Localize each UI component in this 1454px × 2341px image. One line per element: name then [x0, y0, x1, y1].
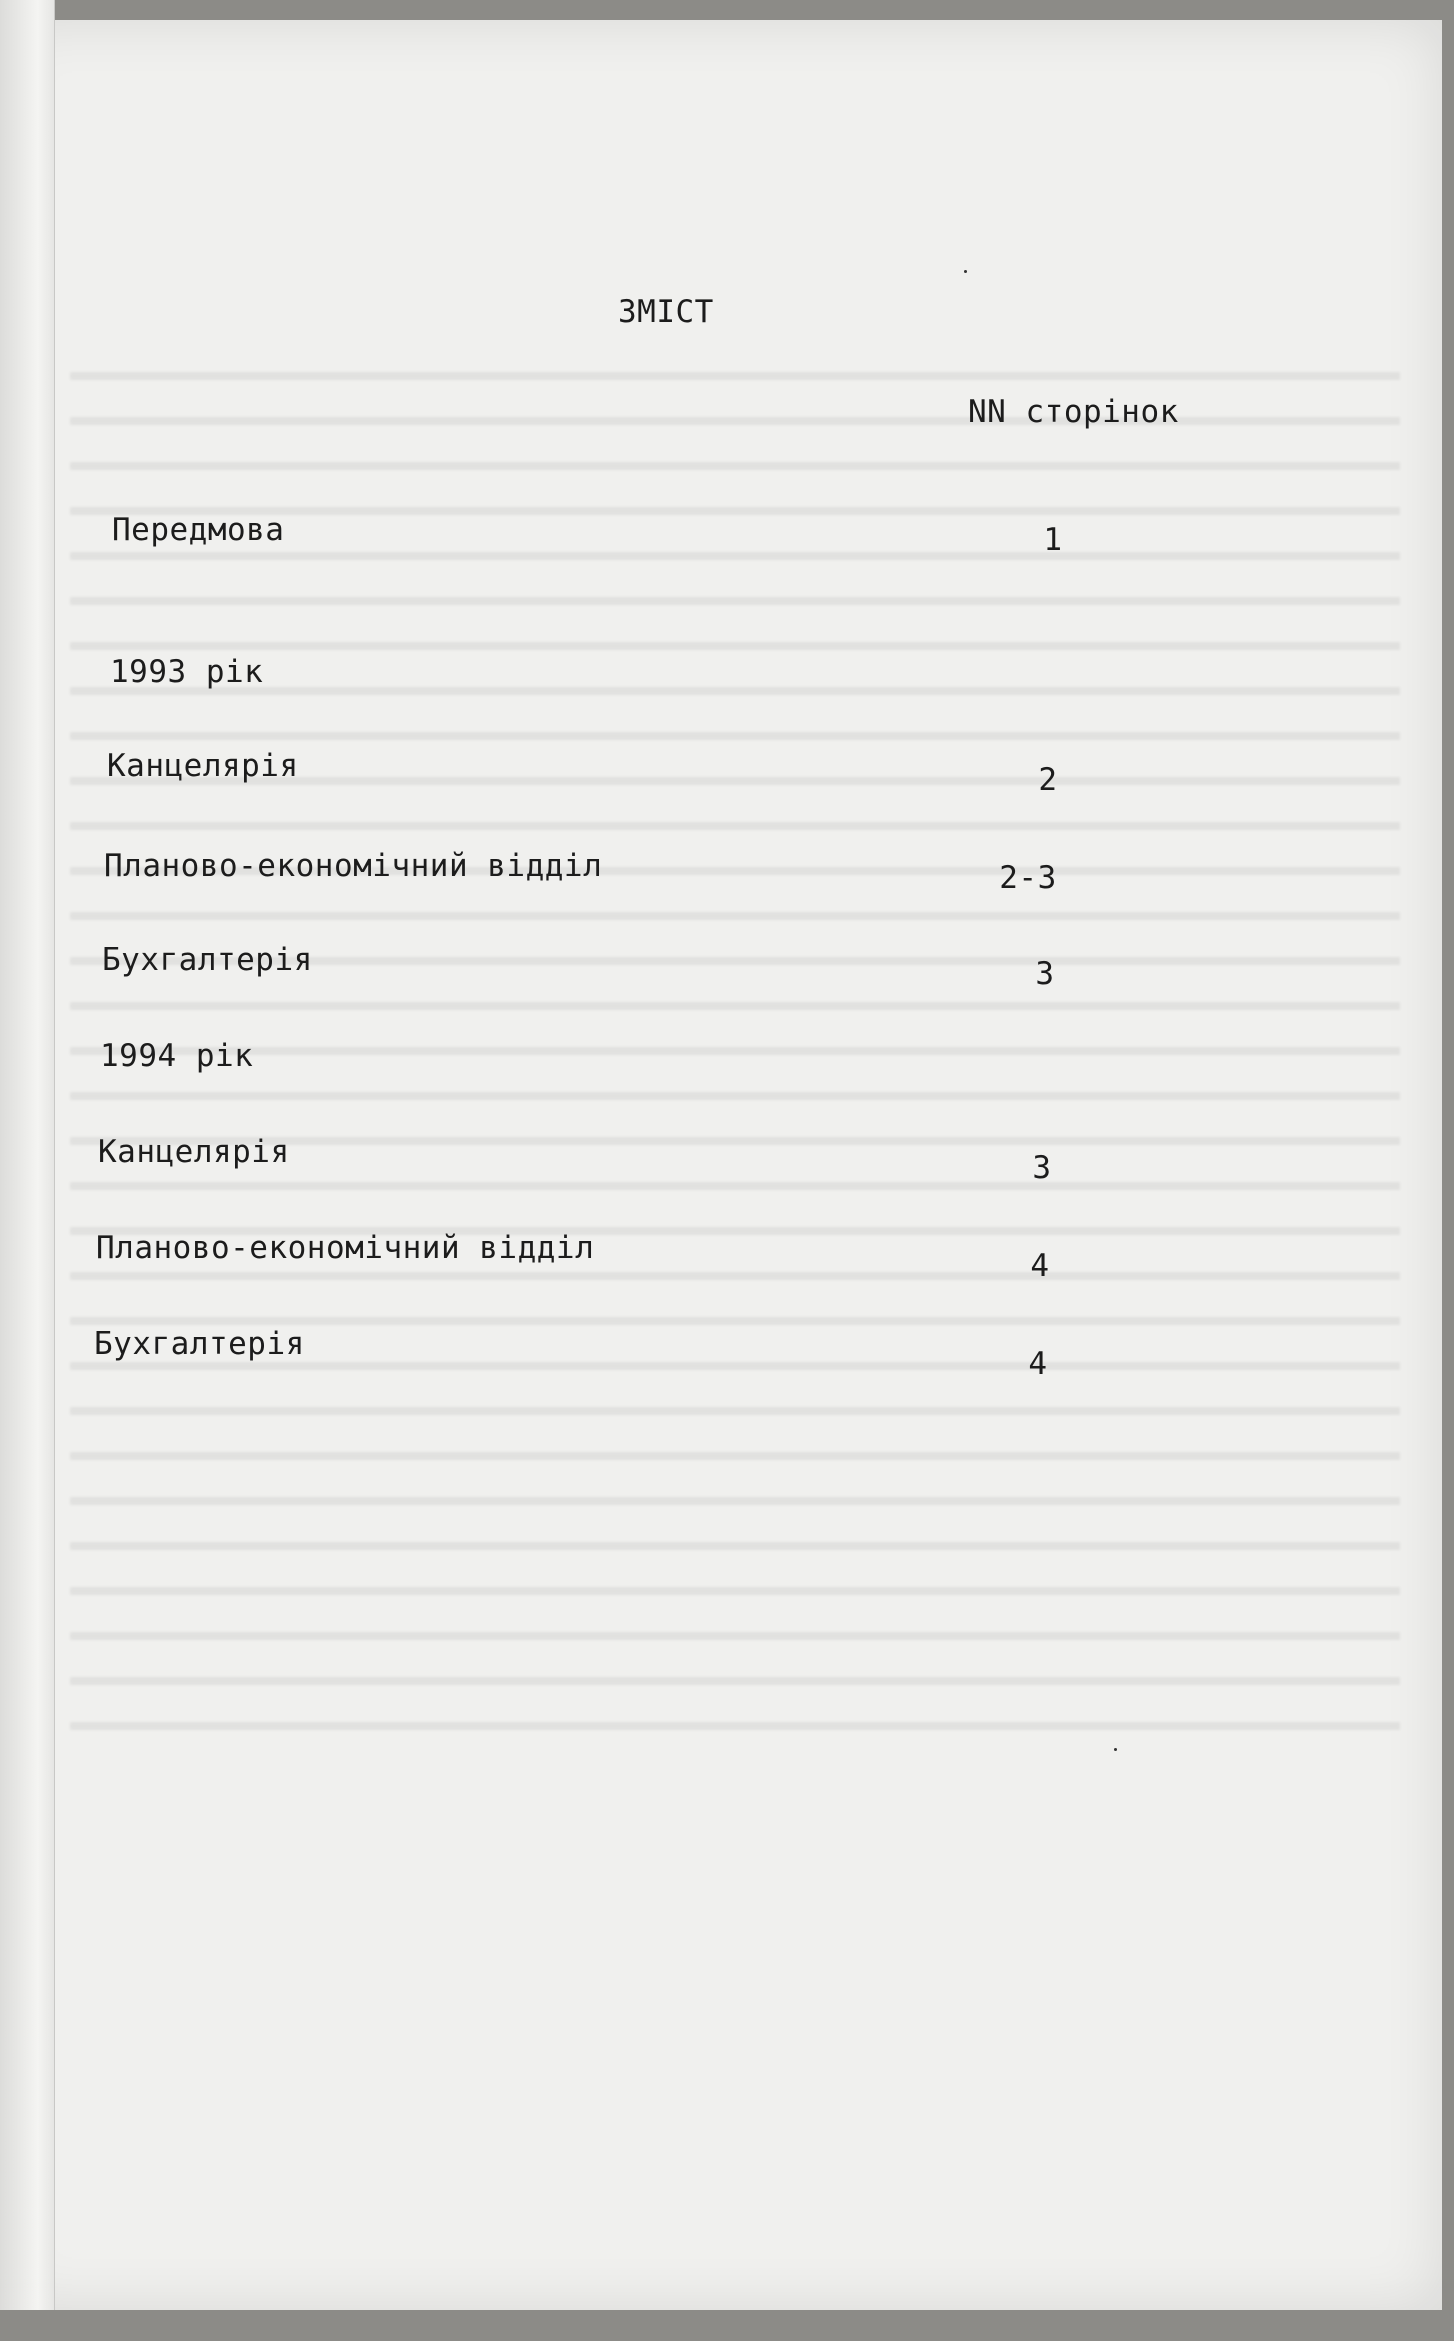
toc-section-heading: 1993 рік — [110, 654, 264, 690]
toc-title: ЗМІСТ — [618, 294, 714, 330]
toc-entry-label: Передмова — [112, 512, 285, 548]
reverse-side-bleed-through — [70, 350, 1400, 1750]
document-page — [0, 20, 1442, 2310]
toc-entry-page: 3 — [1032, 1150, 1052, 1186]
toc-entry-label: Бухгалтерія — [102, 942, 313, 978]
toc-entry-page: 4 — [1030, 1248, 1050, 1284]
toc-entry-label: Планово-економічний відділ — [96, 1230, 595, 1266]
page-binding-edge — [0, 0, 55, 2310]
toc-entry-page: 1 — [1043, 522, 1063, 558]
toc-entry-label: Канцелярія — [98, 1134, 290, 1170]
page-numbers-header: NN сторінок — [968, 394, 1179, 430]
toc-entry-page: 4 — [1028, 1346, 1048, 1382]
toc-entry-page: 3 — [1035, 956, 1055, 992]
toc-entry-label: Планово-економічний відділ — [104, 848, 603, 884]
toc-entry-label: Канцелярія — [107, 748, 299, 784]
toc-section-heading: 1994 рік — [100, 1038, 254, 1074]
toc-entry-label: Бухгалтерія — [94, 1326, 305, 1362]
ink-speck — [964, 270, 967, 273]
toc-entry-page: 2-3 — [999, 860, 1057, 896]
ink-speck — [1114, 1748, 1117, 1751]
toc-entry-page: 2 — [1038, 762, 1058, 798]
